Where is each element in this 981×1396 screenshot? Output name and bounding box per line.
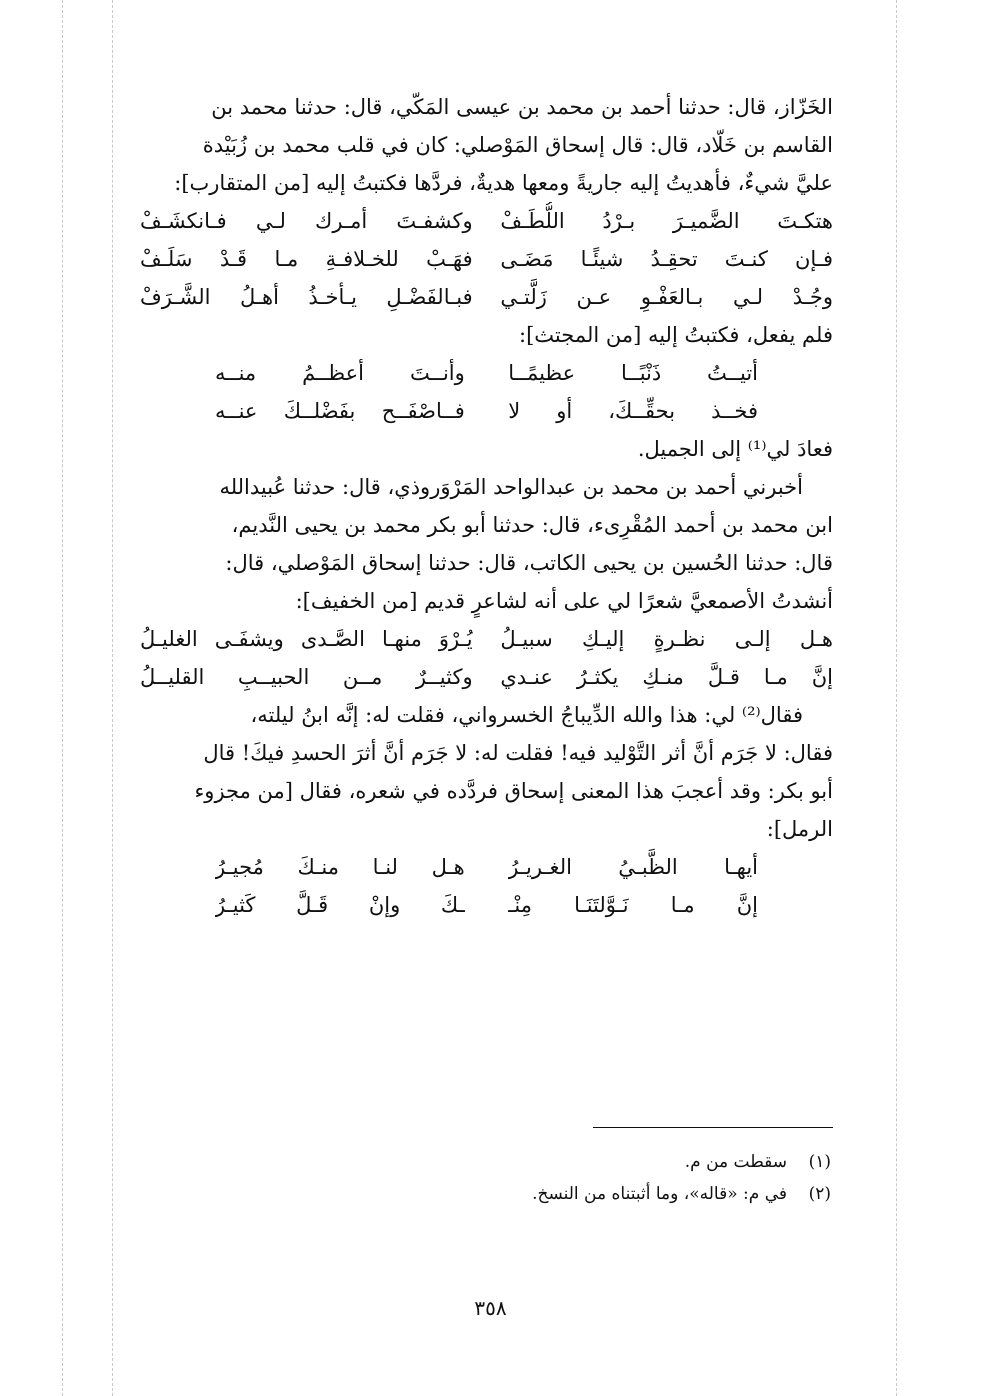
- prose-line: القاسم بن خَلّاد، قال: قال إسحاق المَوْصلي: كان في قلب محمد بن زُبَيْدة: [202, 133, 833, 157]
- verse-second-hemistich: فهَـبْ للخـلافـةِ مـا قَـدْ سَلَـفْ: [140, 247, 473, 271]
- main-text: [140, 88, 833, 924]
- prose-line: الرمل]:: [766, 817, 833, 841]
- footnote-separator: [593, 1127, 833, 1128]
- verse-line: [140, 886, 833, 924]
- verse-first-hemistich: إنَّ مـا قـلَّ منـكِ يكثـرُ عنـدي: [500, 665, 833, 689]
- verse-second-hemistich: فــاصْفَــح بفَضْلــكَ عنــه: [215, 399, 465, 423]
- verse-second-hemistich: فبـالفَضْـلِ يـأخـذُ أهـلُ الشَّـرَفْ: [140, 285, 473, 309]
- prose-line: فلم يفعل، فكتبتُ إليه [من المجتث]:: [519, 323, 833, 347]
- verse-line: [140, 240, 833, 278]
- verse-line: [140, 392, 833, 430]
- verse-second-hemistich: وكثيــرٌ مــن الحبيــبِ القليــلُ: [140, 665, 473, 689]
- verse-first-hemistich: هـل إلـى نظـرةٍ إليـكِ سبيـلُ: [500, 627, 833, 651]
- prose-line: أبو بكر: وقد أعجبَ هذا المعنى إسحاق فردَّده في شعره، فقال [من مجزوء: [194, 779, 833, 803]
- verse-second-hemistich: وكشفـتَ أمـرك لـي فـانكشَـفْ: [140, 209, 473, 233]
- verse-first-hemistich: فـإن كنـتَ تحقِـدُ شيئًـا مَضَـى: [500, 247, 833, 271]
- prose-line: ابن محمد بن أحمد المُقْرِىء، قال: حدثنا أبو بكر محمد بن يحيى النَّديم،: [231, 513, 833, 537]
- prose-line: أنشدتُ الأصمعيَّ شعرًا لي على أنه لشاعرٍ قديم [من الخفيف]:: [295, 589, 833, 613]
- verse-first-hemistich: وجُـدْ لـي بـالعَفْـوِ عـن زَلَّتـي: [500, 285, 833, 309]
- verse-first-hemistich: أيهـا الظَّبـيُ الغـريـرُ: [508, 855, 758, 879]
- prose-line: فقال⁽²⁾ لي: هذا والله الدِّيباجُ الخسرواني، فقلت له: إنَّه ابنُ ليلته،: [250, 703, 803, 727]
- verse-line: [140, 278, 833, 316]
- verse-second-hemistich: ـكَ وإنْ قَـلَّ كَثيـرُ: [215, 893, 465, 917]
- prose-line: قال: حدثنا الحُسين بن يحيى الكاتب، قال: حدثنا إسحاق المَوْصلي، قال:: [225, 551, 833, 575]
- verse-first-hemistich: هتكـتَ الضَّميـرَ بـرْدُ اللُّطَـفْ: [500, 209, 833, 233]
- verse-first-hemistich: إنَّ مـا نَـوَّلتَنَـا مِنْـ: [508, 893, 758, 917]
- verse-line: [140, 658, 833, 696]
- verse-line: [140, 202, 833, 240]
- footnote-number: (١): [808, 1152, 831, 1172]
- prose-line: فعادَ لي⁽¹⁾ إلى الجميل.: [637, 437, 833, 461]
- verse-line: [140, 354, 833, 392]
- prose-line: الخَزّاز، قال: حدثنا أحمد بن محمد بن عيسى المَكّي، قال: حدثنا محمد بن: [211, 95, 833, 119]
- margin-guide-left: [62, 0, 65, 1396]
- prose-line: أخبرني أحمد بن محمد بن عبدالواحد المَرْوَروذي، قال: حدثنا عُبيدالله: [219, 475, 803, 499]
- page-number: ٣٥٨: [474, 1296, 507, 1320]
- verse-second-hemistich: وأنــتَ أعظــمُ منــه: [215, 361, 465, 385]
- margin-guide-right: [896, 0, 899, 1396]
- footnote: [140, 1146, 831, 1178]
- footnotes: [140, 1146, 831, 1210]
- prose-line: عليَّ شيءٌ، فأهديتُ إليه جاريةً ومعها هديةٌ، فردَّها فكتبتُ إليه [من المتقارب]:: [174, 171, 833, 195]
- footnote-text: سقطت من م.: [684, 1152, 787, 1172]
- footnote-number: (٢): [808, 1184, 831, 1204]
- prose-line: فقال: لا جَرَم أنَّ أثر التَّوْليد فيه! فقلت له: لا جَرَم أنَّ أثرَ الحسدِ فيكَ! قال: [203, 741, 833, 765]
- verse-first-hemistich: أتيــتُ ذَنْبًــا عظيمًــا: [508, 361, 758, 385]
- verse-line: [140, 848, 833, 886]
- verse-first-hemistich: فخــذ بحقِّــكَ، أو لا: [508, 399, 758, 423]
- footnote: [140, 1178, 831, 1210]
- footnote-text: في م: «قاله»، وما أثبتناه من النسخ.: [532, 1184, 787, 1204]
- verse-second-hemistich: هـل لنـا منـكَ مُجيـرُ: [215, 855, 465, 879]
- margin-guide-left-inner: [112, 0, 115, 1396]
- verse-line: [140, 620, 833, 658]
- verse-second-hemistich: يُـرْوَ منهـا الصَّـدى ويشفَـى الغليـلُ: [140, 627, 473, 651]
